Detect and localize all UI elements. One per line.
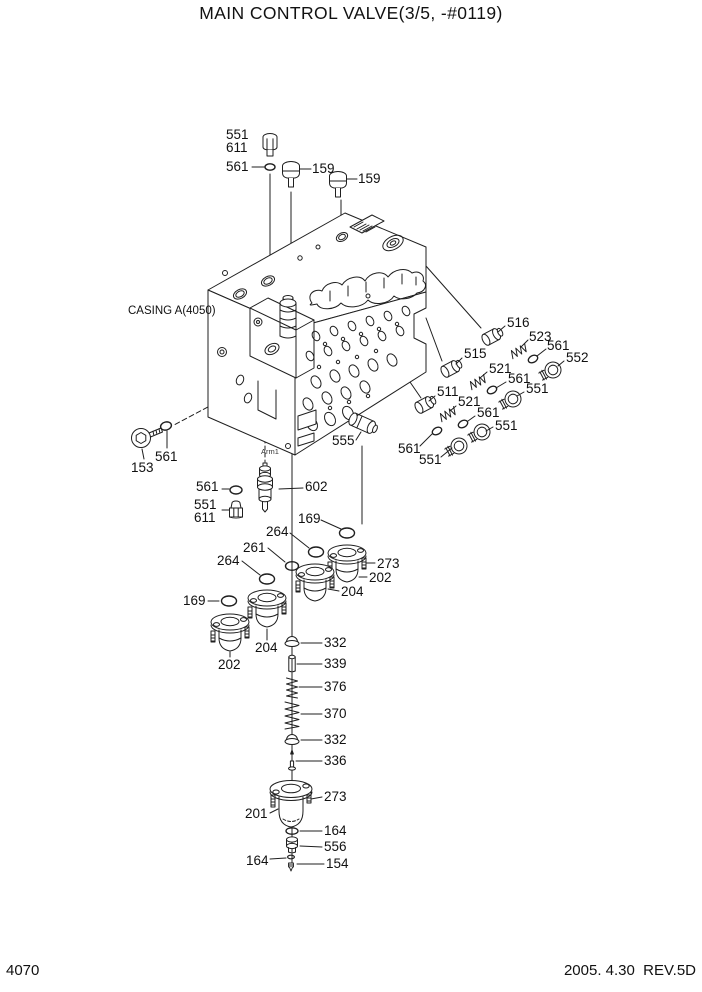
part-561-oring-r3 — [457, 419, 469, 430]
callout-204: 204 — [341, 584, 364, 599]
callout-552: 552 — [566, 350, 589, 365]
callout-521: 521 — [489, 361, 512, 376]
callout-523: 523 — [529, 329, 552, 344]
callout-561: 561 — [398, 441, 421, 456]
callout-516: 516 — [507, 315, 530, 330]
callout-154: 154 — [326, 856, 349, 871]
callout-511: 511 — [437, 384, 459, 399]
callout-521: 521 — [458, 394, 481, 409]
casing-label: CASING A(4050) — [128, 305, 216, 317]
callout-264: 264 — [266, 524, 289, 539]
part-153-plug — [132, 428, 163, 448]
page-title: MAIN CONTROL VALVE(3/5, -#0119) — [199, 3, 503, 23]
callout-561: 561 — [508, 371, 531, 386]
callout-164: 164 — [246, 853, 269, 868]
part-159-cap-a — [283, 162, 300, 188]
callout-561: 561 — [155, 449, 178, 464]
part-523-spring — [509, 343, 528, 358]
part-201-273-flange — [270, 781, 312, 828]
part-602-valve — [258, 463, 273, 512]
callout-159: 159 — [358, 171, 381, 186]
part-521-spring-a — [468, 374, 487, 389]
part-561-oring-602 — [230, 486, 242, 494]
callout-561: 561 — [547, 338, 570, 353]
callout-153: 153 — [131, 460, 154, 475]
part-flange-cap-4 — [211, 614, 249, 651]
callout-202: 202 — [218, 657, 241, 672]
callout-332: 332 — [324, 732, 347, 747]
callout-164: 164 — [324, 823, 347, 838]
callout-551: 551 — [495, 418, 518, 433]
callout-561: 561 — [196, 479, 219, 494]
part-551-611-plug-mid — [230, 501, 243, 518]
arm1-port-label: Arm1 — [261, 447, 279, 456]
part-551-plug-c — [443, 435, 470, 459]
part-561-oring-r4 — [431, 426, 443, 437]
callout-261: 261 — [243, 540, 266, 555]
callout-551: 551 — [194, 497, 217, 512]
callout-561: 561 — [477, 405, 500, 420]
part-264-oring-a — [309, 547, 324, 557]
part-264-oring-b — [260, 574, 275, 584]
part-561-oring-left — [160, 421, 173, 432]
callout-169: 169 — [183, 593, 206, 608]
callout-264: 264 — [217, 553, 240, 568]
page-number: 4070 — [6, 962, 40, 979]
callout-201: 201 — [245, 806, 268, 821]
part-552-plug — [537, 359, 564, 383]
callout-551: 551 — [419, 452, 442, 467]
callout-611: 611 — [194, 510, 216, 525]
callout-602: 602 — [305, 479, 328, 494]
part-561-oring-top — [265, 164, 275, 170]
callout-332: 332 — [324, 635, 347, 650]
callout-376: 376 — [324, 679, 347, 694]
callout-611: 611 — [226, 140, 248, 155]
callout-561: 561 — [226, 159, 249, 174]
callout-339: 339 — [324, 656, 347, 671]
part-551-611-plug-top — [263, 134, 277, 157]
part-332-seat-b — [285, 735, 299, 745]
part-551-plug-a — [497, 388, 524, 412]
callout-515: 515 — [464, 346, 487, 361]
part-561-oring-r2 — [486, 385, 498, 396]
revision-label: 2005. 4.30 REV.5D — [563, 962, 696, 979]
callout-370: 370 — [324, 706, 347, 721]
callout-169: 169 — [298, 511, 321, 526]
part-521-spring-b — [438, 406, 457, 421]
part-169-oring-a — [340, 528, 355, 538]
part-169-oring-b — [222, 596, 237, 606]
valve-body — [208, 213, 426, 455]
part-332-seat-a — [285, 637, 299, 647]
part-551-plug-b — [466, 421, 493, 445]
part-154-screw — [289, 863, 294, 871]
part-flange-cap-3 — [248, 590, 286, 627]
part-515-poppet — [439, 358, 464, 379]
callout-273: 273 — [377, 556, 400, 571]
callout-202: 202 — [369, 570, 392, 585]
part-flange-cap-2 — [296, 564, 334, 601]
callout-336: 336 — [324, 753, 347, 768]
part-164-oring-b — [288, 855, 295, 859]
callout-556: 556 — [324, 839, 347, 854]
callout-204: 204 — [255, 640, 278, 655]
callout-555: 555 — [332, 433, 355, 448]
part-336-pin — [289, 750, 296, 770]
callout-273: 273 — [324, 789, 347, 804]
callout-551: 551 — [226, 127, 249, 142]
callout-551: 551 — [526, 381, 549, 396]
callout-159: 159 — [312, 161, 335, 176]
